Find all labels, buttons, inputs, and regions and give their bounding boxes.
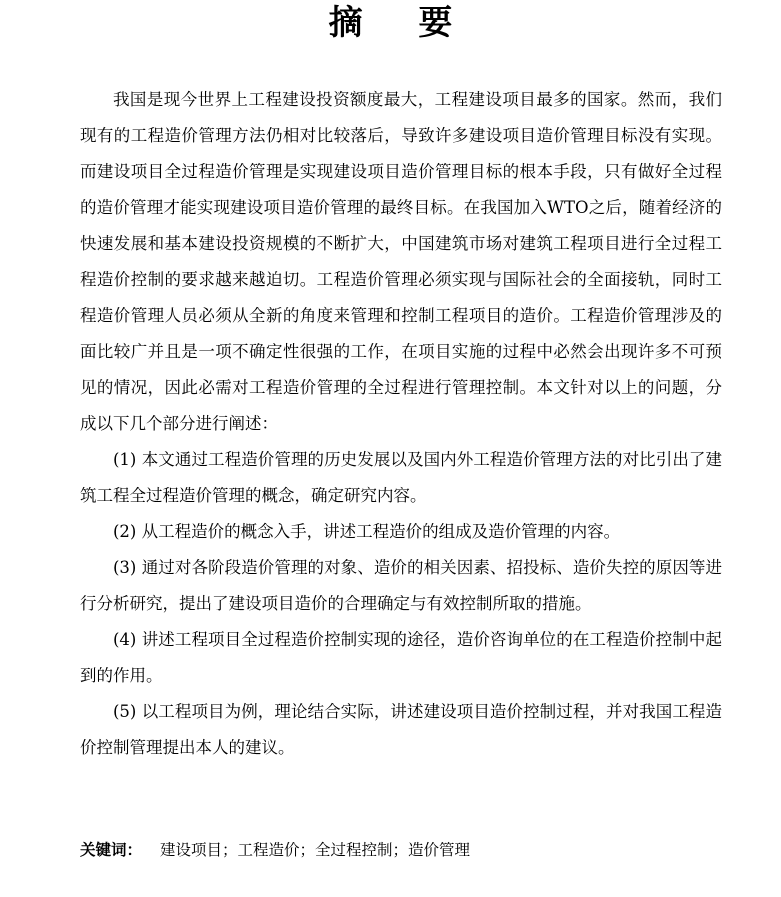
abstract-body [80,82,722,766]
page-title: 摘 要 [328,3,475,43]
abstract-paragraph-item-2: (2) 从工程造价的概念入手，讲述工程造价的组成及造价管理的内容。 [113,522,621,541]
keywords-label: 关键词： [80,841,143,859]
keywords-value: 建设项目；工程造价；全过程控制；造价管理 [160,841,471,859]
keywords-line [80,834,470,866]
abstract-paragraph-item-1: (1) 本文通过工程造价管理的历史发展以及国内外工程造价管理方法的对比引出了建筑工程全过程造价管理的概念，确定研究内容。 [80,450,722,505]
abstract-paragraph-item-5: (5) 以工程项目为例，理论结合实际，讲述建设项目造价控制过程，并对我国工程造价控制管理提出本人的建议。 [80,702,722,757]
abstract-paragraph-item-3: (3) 通过对各阶段造价管理的对象、造价的相关因素、招投标、造价失控的原因等进行分析研究，提出了建设项目造价的合理确定与有效控制所取的措施。 [80,558,722,613]
abstract-paragraph-intro: 我国是现今世界上工程建设投资额度最大，工程建设项目最多的国家。然而，我们现有的工程造价管理方法仍相对比较落后，导致许多建设项目造价管理目标没有实现。而建设项目全过程造价管理是实现建设项目造价管理目标的根本手段，只有做好全过程的造价管理才能实现建设项目造价管理的最终目标。在我国加入WTO之后，随着经济的快速发展和基本建设投资规模的不断扩大，中国建筑市场对建筑工程项目进行全过程工程造价控制的要求越来越迫切。工程造价管理必须实现与国际社会的全面接轨，同时工程造价管理人员必须从全新的角度来管理和控制工程项目的造价。工程造价管理涉及的面比较广并且是一项不确定性很强的工作，在项目实施的过程中必然会出现许多不可预见的情况，因此必需对工程造价管理的全过程进行管理控制。本文针对以上的问题，分成以下几个部分进行阐述： [80,90,722,433]
abstract-paragraph-item-4: (4) 讲述工程项目全过程造价控制实现的途径，造价咨询单位的在工程造价控制中起到的作用。 [80,630,722,685]
